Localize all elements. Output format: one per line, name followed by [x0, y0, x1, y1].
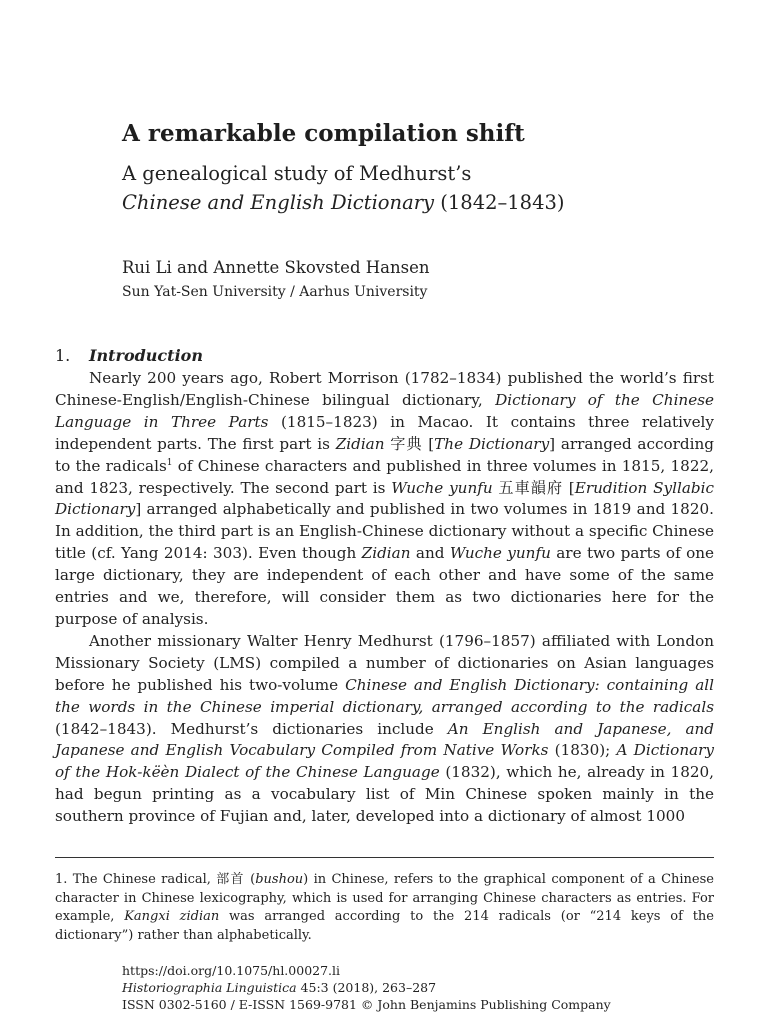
- p2-text-2: (1842–1843). Medhurst’s dictionaries include: [55, 719, 448, 738]
- doi-link[interactable]: https://doi.org/10.1075/hl.00027.li: [122, 963, 341, 978]
- fn-text-2: ) in Chinese, refers to the graphical component of a Chinese character in Chinese lexicography, which is used for arranging Chinese characters as entries. For example,: [55, 872, 714, 924]
- p1-italic-4: Wuche yunfu: [391, 478, 493, 497]
- author-affiliation: Sun Yat-Sen University / Aarhus University: [122, 284, 428, 300]
- journal-citation: [122, 979, 611, 996]
- section-title: Introduction: [89, 346, 203, 365]
- p1-text-8: and: [410, 544, 450, 563]
- p1-italic-2: Zidian: [335, 434, 385, 453]
- p1-text-2: (1815–1823) in Macao. It contains three relatively independent parts. The first part is: [55, 412, 714, 453]
- journal-volume: 45:3 (2018), 263–287: [296, 980, 437, 996]
- p1-italic-5: Erudition Syllabic Dictionary: [55, 478, 714, 519]
- p2-text-4: (1832), which he, already in 1820, had begun printing as a vocabulary list of Min Chinese spoken mainly in the southern province of Fujian and, later, developed into a dictionary of almost 1000: [55, 763, 715, 826]
- fn-italic-2: Kangxi zidian: [124, 909, 220, 924]
- p1-text-4: ] arranged according to the radicals: [55, 434, 714, 475]
- section-number: 1.: [55, 346, 71, 365]
- subtitle-line-1: A genealogical study of Medhurst’s: [122, 162, 472, 185]
- p2-text-3: (1830);: [548, 741, 617, 760]
- p2-text-1: Another missionary Walter Henry Medhurst (1796–1857) affiliated with London Missionary Society (LMS) compiled a number of dictionaries on Asian languages before he published his two-volume: [55, 631, 714, 694]
- fn-italic-1: bushou: [255, 872, 304, 887]
- p1-text-7: ] arranged alphabetically and published in two volumes in 1819 and 1820. In addition, the third part is an English-Chinese dictionary without a specific Chinese title (cf. Yang 2014: 303). Even though: [55, 500, 714, 563]
- author-names: Rui Li and Annette Skovsted Hansen: [122, 258, 430, 277]
- issn-copyright: ISSN 0302-5160 / E-ISSN 1569-9781 © John Benjamins Publishing Company: [122, 997, 611, 1013]
- p1-italic-1: Dictionary of the Chinese Language in Three Parts: [55, 390, 714, 431]
- p2-italic-2: An English and Japanese, and Japanese and English Vocabulary Compiled from Native Works: [55, 719, 715, 760]
- section-heading: [55, 346, 203, 365]
- paragraph-1: [55, 368, 714, 631]
- article-title: A remarkable compilation shift: [122, 120, 525, 147]
- paragraph-2: [55, 631, 714, 828]
- journal-name: Historiographia Linguistica: [122, 980, 297, 996]
- subtitle-years: (1842–1843): [434, 191, 565, 214]
- p1-italic-3: The Dictionary: [434, 434, 550, 453]
- subtitle-line-2: [122, 188, 565, 217]
- fn-text-1: 1. The Chinese radical, 部首 (: [55, 872, 256, 887]
- subtitle-book-title: Chinese and English Dictionary: [122, 191, 435, 214]
- footnote-divider: [55, 857, 714, 858]
- p1-text-5: of Chinese characters and published in three volumes in 1815, 1822, and 1823, respectively. The second part is: [55, 456, 714, 497]
- footnote-marker-1[interactable]: 1: [166, 457, 173, 468]
- p2-italic-1: Chinese and English Dictionary: containing all the words in the Chinese imperial dictionary, arranged according to the radicals: [55, 675, 715, 716]
- p1-text-9: are two parts of one large dictionary, they are independent of each other and have some of the same entries and we, therefore, will consider them as two dictionaries here for the purpose of analysis.: [55, 544, 714, 628]
- publication-imprint: [122, 962, 611, 1014]
- footnote-1: [55, 871, 714, 945]
- article-subtitle: [122, 159, 565, 217]
- p1-italic-6: Zidian: [361, 544, 411, 563]
- p1-italic-7: Wuche yunfu: [449, 544, 551, 563]
- body-text: [55, 368, 714, 828]
- p1-text-6: 五車韻府 [: [492, 478, 575, 497]
- p1-text-1: Nearly 200 years ago, Robert Morrison (1782–1834) published the world’s first Chinese-English/English-Chinese bilingual dictionary,: [55, 369, 714, 409]
- fn-text-3: was arranged according to the 214 radicals (or “214 keys of the dictionary”) rather than alphabetically.: [55, 909, 714, 943]
- p1-text-3: 字典 [: [384, 434, 435, 453]
- p2-italic-3: A Dictionary of the Hok-këèn Dialect of the Chinese Language: [55, 741, 714, 782]
